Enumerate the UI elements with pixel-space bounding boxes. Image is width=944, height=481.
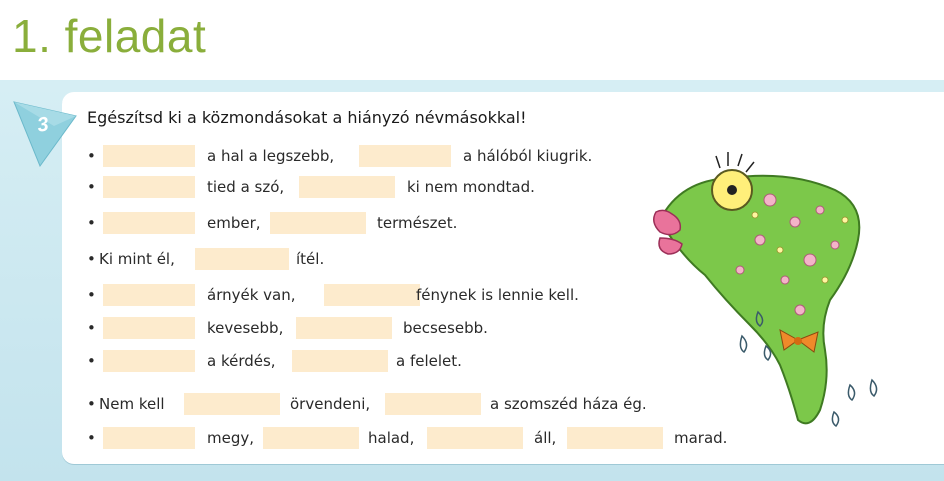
answer-blank[interactable] (359, 145, 451, 167)
answer-blank[interactable] (103, 427, 195, 449)
answer-blank[interactable] (103, 176, 195, 198)
proverb-text: örvendeni, (290, 395, 371, 413)
proverb-text: Nem kell (99, 395, 165, 413)
proverb-text: a szomszéd háza ég. (490, 395, 647, 413)
answer-blank[interactable] (184, 393, 280, 415)
proverb-text: megy, (207, 429, 255, 447)
answer-blank[interactable] (103, 145, 195, 167)
exercise-instruction: Egészítsd ki a közmondásokat a hiányzó névmásokkal! (87, 108, 527, 127)
page-title: 1. feladat (12, 10, 207, 62)
answer-blank[interactable] (270, 212, 366, 234)
proverb-text: kevesebb, (207, 319, 284, 337)
green-spotted-fish-illustration (620, 150, 900, 450)
proverb-text: a kérdés, (207, 352, 276, 370)
answer-blank[interactable] (292, 350, 388, 372)
answer-blank[interactable] (299, 176, 395, 198)
answer-blank[interactable] (296, 317, 392, 339)
proverb-text: ember, (207, 214, 261, 232)
answer-blank[interactable] (103, 350, 195, 372)
bullet: • (87, 286, 96, 304)
answer-blank[interactable] (103, 212, 195, 234)
bullet: • (87, 214, 96, 232)
answer-blank[interactable] (427, 427, 523, 449)
answer-blank[interactable] (103, 317, 195, 339)
bullet: • (87, 395, 96, 413)
proverb-text: halad, (368, 429, 415, 447)
bullet: • (87, 178, 96, 196)
bullet: • (87, 147, 96, 165)
answer-blank[interactable] (263, 427, 359, 449)
proverb-text: a hálóból kiugrik. (463, 147, 593, 165)
proverb-text: a felelet. (396, 352, 462, 370)
bullet: • (87, 319, 96, 337)
proverb-text: tied a szó, (207, 178, 285, 196)
proverb-text: fénynek is lennie kell. (416, 286, 579, 304)
proverb-text: áll, (534, 429, 557, 447)
answer-blank[interactable] (385, 393, 481, 415)
answer-blank[interactable] (324, 284, 420, 306)
proverb-text: a hal a legszebb, (207, 147, 335, 165)
answer-blank[interactable] (195, 248, 289, 270)
proverb-text: becsesebb. (403, 319, 488, 337)
proverb-text: marad. (674, 429, 728, 447)
bullet: • (87, 352, 96, 370)
proverb-text: árnyék van, (207, 286, 296, 304)
proverb-text: Ki mint él, (99, 250, 175, 268)
proverb-text: ki nem mondtad. (407, 178, 535, 196)
exercise-number: 3 (35, 113, 50, 137)
answer-blank[interactable] (103, 284, 195, 306)
bullet: • (87, 250, 96, 268)
proverb-text: ítél. (296, 250, 325, 268)
bullet: • (87, 429, 96, 447)
proverb-text: természet. (377, 214, 458, 232)
